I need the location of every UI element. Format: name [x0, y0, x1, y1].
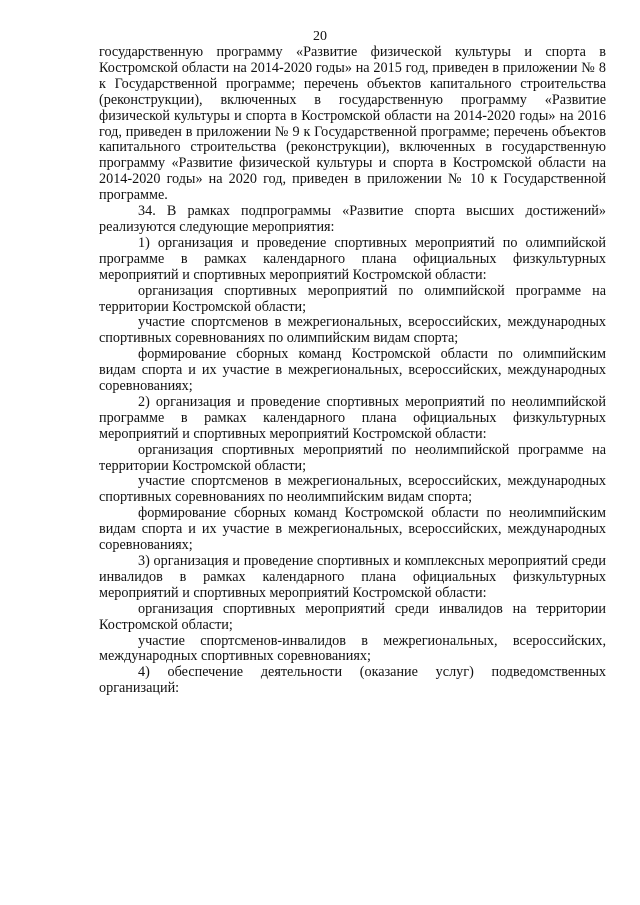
document-body	[99, 45, 606, 697]
page-number: 20	[313, 29, 327, 44]
paragraph-subitem-2: 2) организация и проведение спортивных мероприятий по неолимпийской программе в рамках календарного плана официальных физкультурных мероприятий и спортивных мероприятий Костромской области:	[99, 393, 606, 442]
paragraph-subitem-3-a: организация спортивных мероприятий среди инвалидов на территории Костромской области;	[99, 600, 606, 633]
paragraph-continuation: государственную программу «Развитие физической культуры и спорта в Костромской области на 2014-2020 годы» на 2015 год, приведен в приложении № 8 к Государственной программе; перечень объектов капитального строительства (реконструкции), включенных в государственную программу «Развитие физической культуры и спорта в Костромской области на 2014-2020 годы» на 2016 год, приведен в приложении № 9 к Государственной программе; перечень объектов капитального строительства (реконструкции), включенных в государственную программу «Развитие физической культуры и спорта в Костромской области на 2014-2020 годы» на 2020 год, приведен в приложении № 10 к Государственной программе.	[99, 44, 606, 204]
paragraph-subitem-4: 4) обеспечение деятельности (оказание услуг) подведомственных организаций:	[99, 664, 606, 697]
paragraph-subitem-3-b: участие спортсменов-инвалидов в межрегиональных, всероссийских, международных спортивных соревнованиях;	[99, 632, 606, 665]
paragraph-subitem-1: 1) организация и проведение спортивных мероприятий по олимпийской программе в рамках календарного плана официальных физкультурных мероприятий и спортивных мероприятий Костромской области:	[99, 234, 606, 283]
paragraph-subitem-2-c: формирование сборных команд Костромской области по неолимпийским видам спорта и их участие в межрегиональных, всероссийских, международных соревнованиях;	[99, 505, 606, 554]
paragraph-item-34: 34. В рамках подпрограммы «Развитие спорта высших достижений» реализуются следующие мероприятия:	[99, 203, 606, 235]
paragraph-subitem-1-c: формирование сборных команд Костромской области по олимпийским видам спорта и их участие в межрегиональных, всероссийских, международных соревнованиях;	[99, 346, 606, 395]
paragraph-subitem-1-a: организация спортивных мероприятий по олимпийской программе на территории Костромской области;	[99, 282, 606, 315]
paragraph-subitem-2-b: участие спортсменов в межрегиональных, всероссийских, международных спортивных соревнованиях по неолимпийским видам спорта;	[99, 473, 606, 506]
paragraph-subitem-3: 3) организация и проведение спортивных и комплексных мероприятий среди инвалидов в рамках календарного плана официальных физкультурных мероприятий и спортивных мероприятий Костромской области:	[99, 553, 606, 601]
paragraph-subitem-1-b: участие спортсменов в межрегиональных, всероссийских, международных спортивных соревнованиях по олимпийским видам спорта;	[99, 314, 606, 347]
paragraph-subitem-2-a: организация спортивных мероприятий по неолимпийской программе на территории Костромской области;	[99, 441, 606, 474]
